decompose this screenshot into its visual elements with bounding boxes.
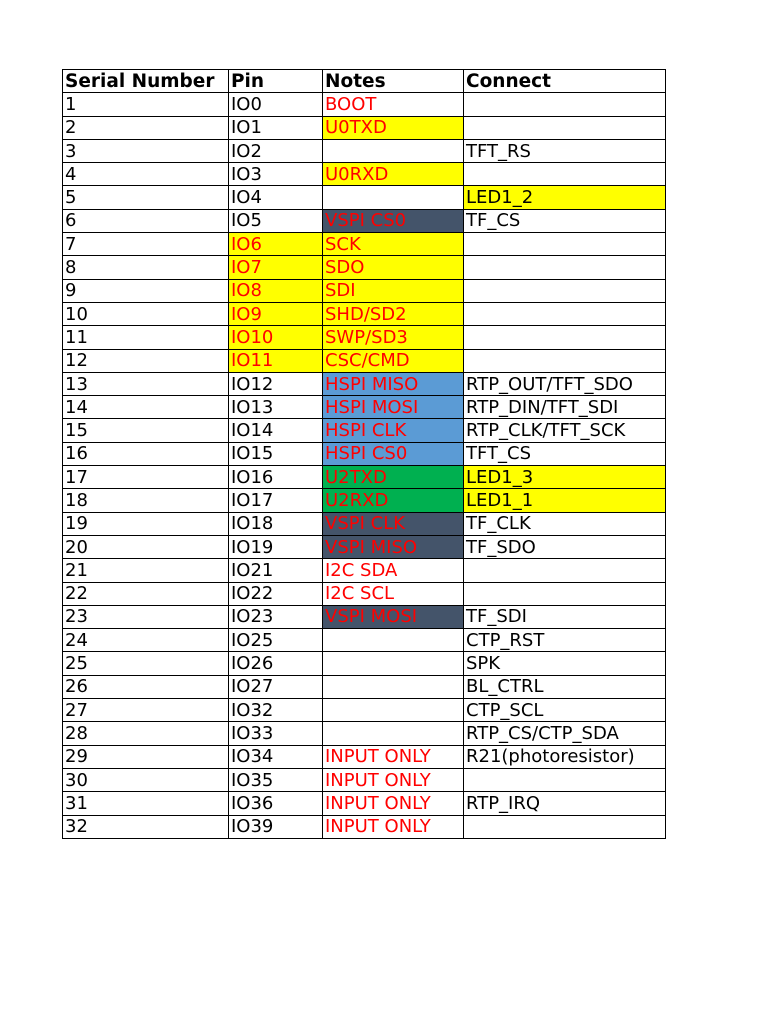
serial-cell: 14: [63, 396, 229, 419]
serial-cell: 2: [63, 116, 229, 139]
notes-cell: BOOT: [323, 93, 464, 116]
serial-cell: 16: [63, 442, 229, 465]
notes-cell: SDI: [323, 279, 464, 302]
table-row: [63, 722, 666, 745]
connect-cell: TF_SDO: [464, 535, 666, 558]
pin-cell: IO27: [229, 675, 323, 698]
connect-cell: [464, 768, 666, 791]
serial-cell: 17: [63, 466, 229, 489]
table-row: [63, 815, 666, 838]
serial-cell: 22: [63, 582, 229, 605]
connect-cell: TFT_RS: [464, 139, 666, 162]
serial-cell: 31: [63, 792, 229, 815]
table-row: [63, 279, 666, 302]
connect-cell: RTP_OUT/TFT_SDO: [464, 372, 666, 395]
pin-cell: IO12: [229, 372, 323, 395]
table-row: [63, 396, 666, 419]
table-row: [63, 326, 666, 349]
serial-cell: 3: [63, 139, 229, 162]
connect-cell: RTP_CLK/TFT_SCK: [464, 419, 666, 442]
pin-table: [62, 69, 666, 839]
notes-cell: VSPI MISO: [323, 535, 464, 558]
pin-cell: IO18: [229, 512, 323, 535]
table-row: [63, 93, 666, 116]
pin-cell: IO33: [229, 722, 323, 745]
notes-cell: HSPI CLK: [323, 419, 464, 442]
notes-cell: INPUT ONLY: [323, 792, 464, 815]
connect-cell: [464, 93, 666, 116]
serial-cell: 8: [63, 256, 229, 279]
serial-cell: 15: [63, 419, 229, 442]
table-row: [63, 582, 666, 605]
notes-cell: INPUT ONLY: [323, 768, 464, 791]
pin-cell: IO2: [229, 139, 323, 162]
connect-cell: SPK: [464, 652, 666, 675]
connect-cell: LED1_2: [464, 186, 666, 209]
pin-cell: IO36: [229, 792, 323, 815]
table-row: [63, 489, 666, 512]
notes-cell: [323, 675, 464, 698]
pin-cell: IO6: [229, 233, 323, 256]
pin-cell: IO10: [229, 326, 323, 349]
notes-cell: SDO: [323, 256, 464, 279]
header-notes: Notes: [323, 70, 464, 93]
pin-cell: IO5: [229, 209, 323, 232]
pin-cell: IO4: [229, 186, 323, 209]
table-row: [63, 163, 666, 186]
table-row: [63, 559, 666, 582]
connect-cell: BL_CTRL: [464, 675, 666, 698]
connect-cell: [464, 326, 666, 349]
connect-cell: [464, 559, 666, 582]
connect-cell: [464, 279, 666, 302]
serial-cell: 29: [63, 745, 229, 768]
notes-cell: HSPI CS0: [323, 442, 464, 465]
table-row: [63, 512, 666, 535]
serial-cell: 7: [63, 233, 229, 256]
pin-cell: IO26: [229, 652, 323, 675]
connect-cell: [464, 116, 666, 139]
notes-cell: [323, 139, 464, 162]
connect-cell: CTP_SCL: [464, 699, 666, 722]
serial-cell: 9: [63, 279, 229, 302]
table-body: [63, 93, 666, 839]
connect-cell: [464, 163, 666, 186]
table-row: [63, 186, 666, 209]
notes-cell: U0RXD: [323, 163, 464, 186]
pin-cell: IO7: [229, 256, 323, 279]
notes-cell: U2RXD: [323, 489, 464, 512]
serial-cell: 12: [63, 349, 229, 372]
header-serial-number: Serial Number: [63, 70, 229, 93]
connect-cell: [464, 582, 666, 605]
pin-cell: IO1: [229, 116, 323, 139]
notes-cell: U0TXD: [323, 116, 464, 139]
table-row: [63, 116, 666, 139]
pin-cell: IO39: [229, 815, 323, 838]
pin-cell: IO16: [229, 466, 323, 489]
notes-cell: [323, 629, 464, 652]
serial-cell: 32: [63, 815, 229, 838]
pin-cell: IO8: [229, 279, 323, 302]
notes-cell: INPUT ONLY: [323, 815, 464, 838]
table-row: [63, 652, 666, 675]
pin-cell: IO21: [229, 559, 323, 582]
connect-cell: [464, 302, 666, 325]
serial-cell: 28: [63, 722, 229, 745]
connect-cell: RTP_IRQ: [464, 792, 666, 815]
connect-cell: [464, 233, 666, 256]
pin-cell: IO17: [229, 489, 323, 512]
table-row: [63, 535, 666, 558]
table-row: [63, 302, 666, 325]
connect-cell: RTP_CS/CTP_SDA: [464, 722, 666, 745]
table-row: [63, 629, 666, 652]
header-row: [63, 70, 666, 93]
table-row: [63, 792, 666, 815]
connect-cell: LED1_3: [464, 466, 666, 489]
pin-cell: IO35: [229, 768, 323, 791]
serial-cell: 13: [63, 372, 229, 395]
serial-cell: 27: [63, 699, 229, 722]
table-row: [63, 256, 666, 279]
pin-cell: IO13: [229, 396, 323, 419]
pin-cell: IO9: [229, 302, 323, 325]
pin-cell: IO15: [229, 442, 323, 465]
serial-cell: 6: [63, 209, 229, 232]
notes-cell: I2C SCL: [323, 582, 464, 605]
notes-cell: U2TXD: [323, 466, 464, 489]
notes-cell: INPUT ONLY: [323, 745, 464, 768]
pin-cell: IO34: [229, 745, 323, 768]
notes-cell: VSPI MOSI: [323, 605, 464, 628]
connect-cell: [464, 815, 666, 838]
pin-cell: IO22: [229, 582, 323, 605]
connect-cell: R21(photoresistor): [464, 745, 666, 768]
serial-cell: 20: [63, 535, 229, 558]
table-row: [63, 233, 666, 256]
connect-cell: CTP_RST: [464, 629, 666, 652]
serial-cell: 30: [63, 768, 229, 791]
table-row: [63, 675, 666, 698]
notes-cell: VSPI CLK: [323, 512, 464, 535]
notes-cell: I2C SDA: [323, 559, 464, 582]
pin-cell: IO25: [229, 629, 323, 652]
table-row: [63, 372, 666, 395]
notes-cell: [323, 699, 464, 722]
notes-cell: HSPI MISO: [323, 372, 464, 395]
serial-cell: 5: [63, 186, 229, 209]
serial-cell: 18: [63, 489, 229, 512]
table-row: [63, 419, 666, 442]
pin-cell: IO3: [229, 163, 323, 186]
table-row: [63, 139, 666, 162]
table-row: [63, 442, 666, 465]
notes-cell: VSPI CS0: [323, 209, 464, 232]
table-row: [63, 349, 666, 372]
table-row: [63, 209, 666, 232]
pin-cell: IO11: [229, 349, 323, 372]
pin-cell: IO0: [229, 93, 323, 116]
connect-cell: TF_CS: [464, 209, 666, 232]
table-row: [63, 699, 666, 722]
serial-cell: 4: [63, 163, 229, 186]
serial-cell: 10: [63, 302, 229, 325]
serial-cell: 25: [63, 652, 229, 675]
serial-cell: 24: [63, 629, 229, 652]
notes-cell: CSC/CMD: [323, 349, 464, 372]
connect-cell: RTP_DIN/TFT_SDI: [464, 396, 666, 419]
serial-cell: 23: [63, 605, 229, 628]
connect-cell: LED1_1: [464, 489, 666, 512]
table-row: [63, 466, 666, 489]
serial-cell: 1: [63, 93, 229, 116]
connect-cell: TF_SDI: [464, 605, 666, 628]
connect-cell: [464, 349, 666, 372]
pin-cell: IO14: [229, 419, 323, 442]
connect-cell: [464, 256, 666, 279]
pin-cell: IO23: [229, 605, 323, 628]
header-connect: Connect: [464, 70, 666, 93]
table-row: [63, 768, 666, 791]
connect-cell: TF_CLK: [464, 512, 666, 535]
serial-cell: 26: [63, 675, 229, 698]
connect-cell: TFT_CS: [464, 442, 666, 465]
notes-cell: [323, 186, 464, 209]
serial-cell: 11: [63, 326, 229, 349]
notes-cell: SHD/SD2: [323, 302, 464, 325]
notes-cell: SCK: [323, 233, 464, 256]
serial-cell: 21: [63, 559, 229, 582]
notes-cell: SWP/SD3: [323, 326, 464, 349]
notes-cell: [323, 652, 464, 675]
notes-cell: HSPI MOSI: [323, 396, 464, 419]
header-pin: Pin: [229, 70, 323, 93]
serial-cell: 19: [63, 512, 229, 535]
pin-cell: IO32: [229, 699, 323, 722]
pin-cell: IO19: [229, 535, 323, 558]
table-row: [63, 605, 666, 628]
notes-cell: [323, 722, 464, 745]
table-row: [63, 745, 666, 768]
